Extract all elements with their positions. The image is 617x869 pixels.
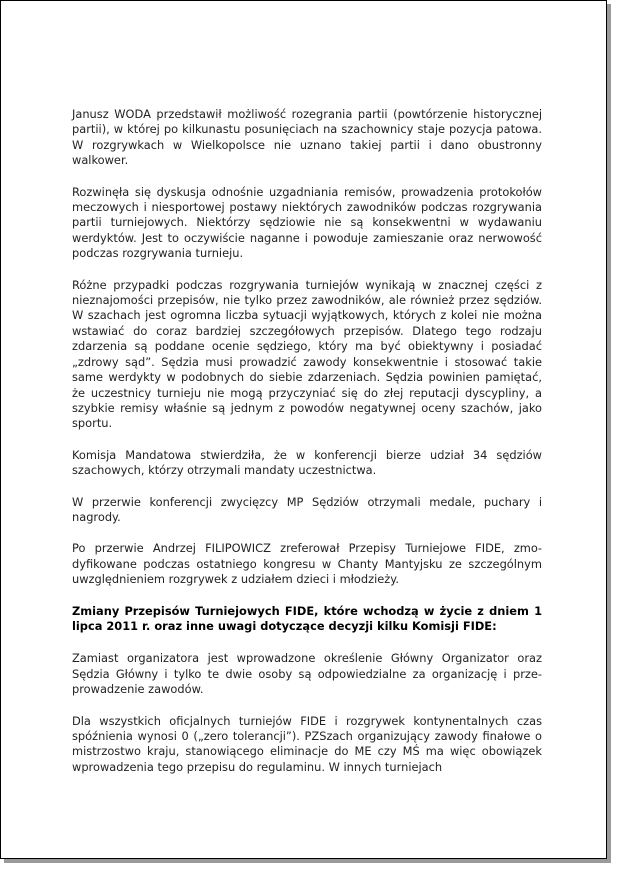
paragraph: Janusz WODA przedstawił możliwość rozegrania partii (powtórzenie historycznej partii), w której po kilkunastu posunięciach na szachownicy staje pozycja patowa. W rozgrywkach w Wielkopolsce nie uznano takiej partii i dano obustronny walkower. xyxy=(72,107,542,168)
paragraph: Dla wszystkich oficjalnych turniejów FIDE i rozgrywek kontynentalnych czas spóźnienia wynosi 0 („zero tolerancji”). PZSzach organizujący zawody finałowe o mistrzostwo kraju, stanowiącego eliminacje do ME czy MŚ ma więc obowiązek wprowadzenia tego przepisu do regulaminu. W innych turniejach xyxy=(72,713,542,774)
paragraph: Zamiast organizatora jest wprowadzone określenie Główny Organizator oraz Sędzia Główny i tylko te dwie osoby są odpowiedzialne za organizację i przeprowadzenie zawodów. xyxy=(72,651,542,697)
paragraph: Rozwinęła się dyskusja odnośnie uzgadniania remisów, prowadzenia protokołów meczowych i niesportowej postawy niektórych zawodników podczas rozgrywania partii turniejowych. Niektórzy sędziowie nie są konsekwentni w wydawaniu werdyktów. Jest to oczywiście naganne i powoduje zamieszanie oraz nerwowość podczas rozgrywania turnieju. xyxy=(72,184,542,261)
document-body xyxy=(72,107,542,775)
paragraph: Po przerwie Andrzej FILIPOWICZ zreferował Przepisy Turniejowe FIDE, zmodyfikowane podczas ostatniego kongresu w Chanty Mantyjsku ze szczególnym uwzględnieniem rozgrywek z udziałem dzieci i młodzieży. xyxy=(72,541,542,587)
paragraph: Różne przypadki podczas rozgrywania turniejów wynikają w znacznej części z nieznajomości przepisów, nie tylko przez zawodników, ale również przez sędziów. W szachach jest ogromna liczba sytuacji wyjątkowych, których z kolei nie można wstawiać do coraz bardziej szczegółowych przepisów. Dlatego tego rodzaju zdarzenia są poddane ocenie sędziego, który ma być obiektywny i posiadać „zdrowy sąd”. Sędzia musi prowadzić zawody konsekwentnie i stosować takie same werdykty w podobnych do siebie zdarzeniach. Sędzia powinien pamiętać, że uczestnicy turnieju nie mogą przyczyniać się do złej reputacji dyscypliny, a szybkie remisy właśnie są jednym z powodów negatywnej oceny szachów, jako sportu. xyxy=(72,277,542,431)
paragraph: W przerwie konferencji zwycięzcy MP Sędziów otrzymali medale, puchary i nagrody. xyxy=(72,494,542,524)
section-heading: Zmiany Przepisów Turniejowych FIDE, które wchodzą w życie z dniem 1 lipca 2011 r. oraz inne uwagi dotyczące decyzji kilku Komisji FIDE: xyxy=(72,603,542,633)
paragraph: Komisja Mandatowa stwierdziła, że w konferencji bierze udział 34 sędziów szachowych, którzy otrzymali mandaty uczestnictwa. xyxy=(72,447,542,478)
